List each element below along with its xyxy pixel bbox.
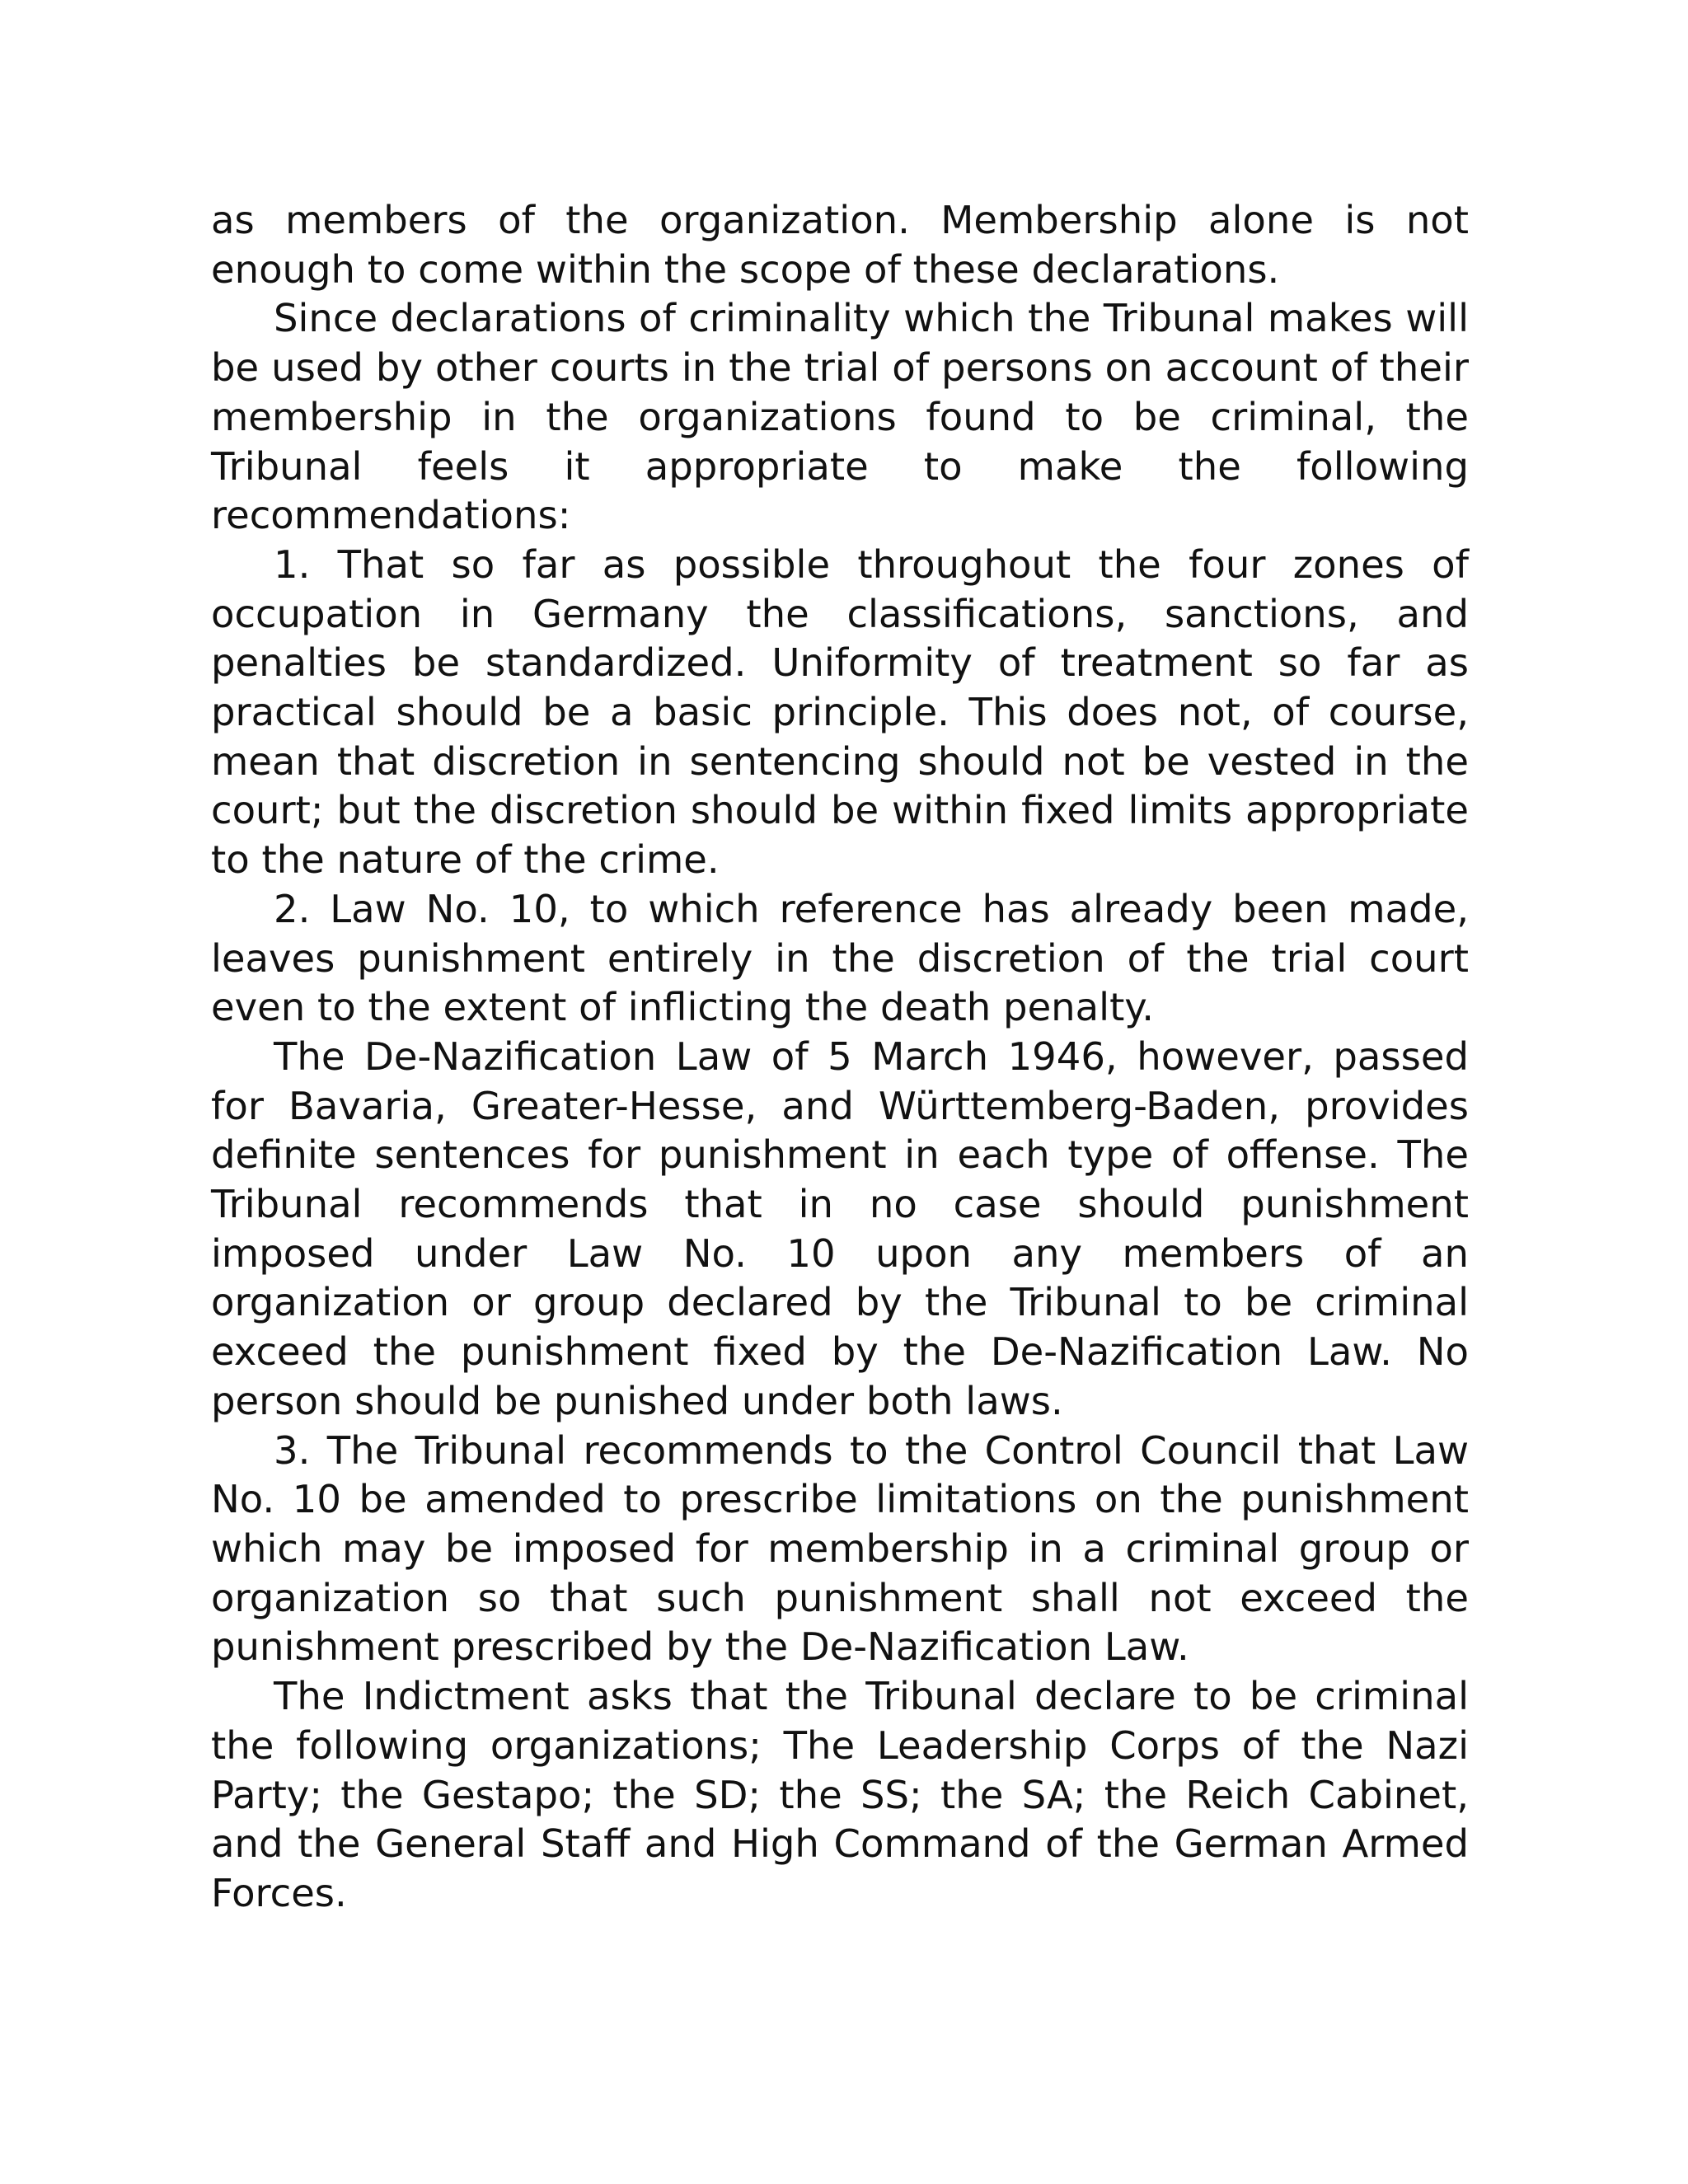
body-text	[211, 196, 1469, 1919]
paragraph-continuation: as members of the organization. Membership alone is not enough to come within the scope of these declarations.	[211, 198, 1469, 292]
paragraph-indictment: The Indictment asks that the Tribunal declare to be criminal the following organizations; The Leadership Corps of the Nazi Party; the Gestapo; the SD; the SS; the SA; the Reich Cabinet, and the General Staff and High Command of the German Armed Forces.	[211, 1674, 1469, 1915]
paragraph-declarations: Since declarations of criminality which the Tribunal makes will be used by other courts in the trial of persons on account of their membership in the organizations found to be criminal, the Tribunal feels it appropriate to make the following recommendations:	[211, 296, 1469, 538]
paragraph-recommendation-1: 1. That so far as possible throughout the four zones of occupation in Germany the classifications, sanctions, and penalties be standardized. Uniformity of treatment so far as practical should be a basic principle. This does not, of course, mean that discretion in sentencing should not be vested in the court; but the discretion should be within fixed limits appropriate to the nature of the crime.	[211, 541, 1469, 883]
paragraph-denazification-law: The De-Nazification Law of 5 March 1946, however, passed for Bavaria, Greater-Hesse, and Württemberg-Baden, provides definite sentences for punishment in each type of offense. The Tribunal recommends that in no case should punishment imposed under Law No. 10 upon any members of an organization or group declared by the Tribunal to be criminal exceed the punishment fixed by the De-Nazification Law. No person should be punished under both laws.	[211, 1033, 1469, 1423]
paragraph-recommendation-2: 2. Law No. 10, to which reference has already been made, leaves punishment entirely in the discretion of the trial court even to the extent of inflicting the death penalty.	[211, 886, 1469, 1030]
paragraph-recommendation-3: 3. The Tribunal recommends to the Control Council that Law No. 10 be amended to prescribe limitations on the punishment which may be imposed for membership in a criminal group or organization so that such punishment shall not exceed the punishment prescribed by the De-Nazification Law.	[211, 1427, 1469, 1670]
